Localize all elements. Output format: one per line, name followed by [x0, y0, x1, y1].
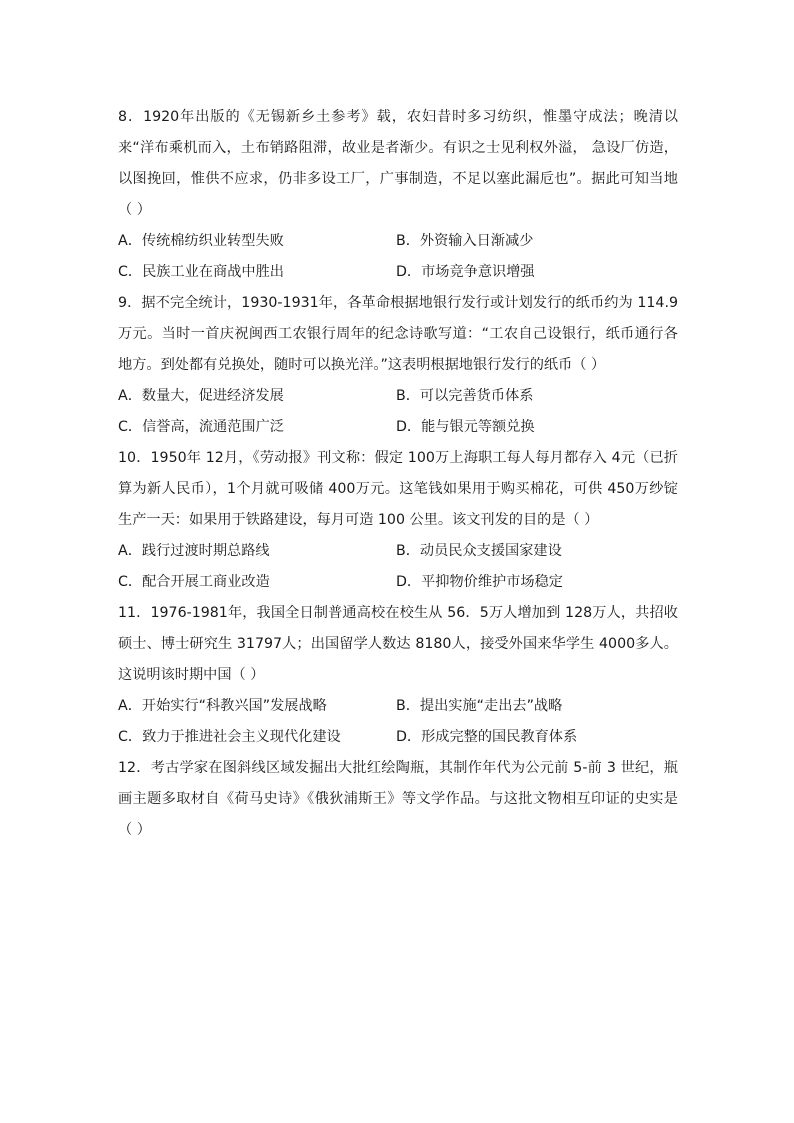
option-b[interactable]: B．动员民众支援国家建设: [396, 543, 562, 559]
question-9: [118, 288, 678, 443]
option-row: [118, 412, 678, 443]
option-a[interactable]: A．传统棉纺织业转型失败: [118, 233, 284, 249]
option-d[interactable]: D．平抑物价维护市场稳定: [396, 574, 563, 590]
option-a[interactable]: A．开始实行“科教兴国”发展战略: [118, 698, 327, 714]
option-row: [118, 536, 678, 567]
question-list: [118, 102, 678, 846]
question-stem: 8．1920年出版的《无锡新乡土参考》载，农妇昔时多习纺织，惟墨守成法；晚清以来“洋布乘机而入，土布销路阻滞，故业是者渐少。有识之士见利权外溢， 急设厂仿造，以图挽回，惟供不应求，仍非多设工厂，广事制造，不足以塞此漏卮也”。据此可知当地（ ）: [118, 109, 678, 218]
question-stem: 10．1950年 12月，《劳动报》刊文称：假定 100万上海职工每人每月都存入 4元（已折算为新人民币），1个月就可吸储 400万元。这笔钱如果用于购买棉花，可供 450万纱锭生产一天：如果用于铁路建设，每月可造 100 公里。该文刊发的目的是（ ）: [118, 450, 678, 528]
option-row: [118, 257, 678, 288]
option-row: [118, 722, 678, 753]
option-row: [118, 381, 678, 412]
option-a[interactable]: A．数量大，促进经济发展: [118, 388, 284, 404]
option-c[interactable]: C．信誉高，流通范围广泛: [118, 419, 284, 435]
question-stem: 9．据不完全统计，1930-1931年，各革命根据地银行发行或计划发行的纸币约为 114.9万元。当时一首庆祝闽西工农银行周年的纪念诗歌写道：“工农自己设银行，纸币通行各地方。到处都有兑换处，随时可以换光洋。”这表明根据地银行发行的纸币（ ）: [118, 295, 678, 373]
answer-options: [118, 691, 678, 753]
question-8: [118, 102, 678, 288]
option-row: [118, 567, 678, 598]
option-c[interactable]: C．配合开展工商业改造: [118, 574, 270, 590]
option-d[interactable]: D．市场竞争意识增强: [396, 264, 535, 280]
question-11: [118, 598, 678, 753]
question-12: [118, 753, 678, 846]
option-row: [118, 226, 678, 257]
option-b[interactable]: B．可以完善货币体系: [396, 388, 534, 404]
option-b[interactable]: B．外资输入日渐减少: [396, 233, 534, 249]
option-c[interactable]: C．致力于推进社会主义现代化建设: [118, 729, 341, 745]
option-a[interactable]: A．践行过渡时期总路线: [118, 543, 270, 559]
option-b[interactable]: B．提出实施“走出去”战略: [396, 698, 563, 714]
question-10: [118, 443, 678, 598]
option-d[interactable]: D．能与银元等额兑换: [396, 419, 535, 435]
answer-options: [118, 536, 678, 598]
answer-options: [118, 381, 678, 443]
answer-options: [118, 226, 678, 288]
question-stem: 12．考古学家在图斜线区域发掘出大批红绘陶瓶，其制作年代为公元前 5-前 3 世纪，瓶画主题多取材自《荷马史诗》《俄狄浦斯王》等文学作品。与这批文物相互印证的史实是（ ）: [118, 760, 678, 838]
option-c[interactable]: C．民族工业在商战中胜出: [118, 264, 284, 280]
option-row: [118, 691, 678, 722]
question-stem: 11．1976-1981年，我国全日制普通高校在校生从 56．5万人增加到 128万人，共招收硕士、博士研究生 31797人；出国留学人数达 8180人，接受外国来华学生 4000多人。这说明该时期中国（ ）: [118, 605, 678, 683]
option-d[interactable]: D．形成完整的国民教育体系: [396, 729, 578, 745]
